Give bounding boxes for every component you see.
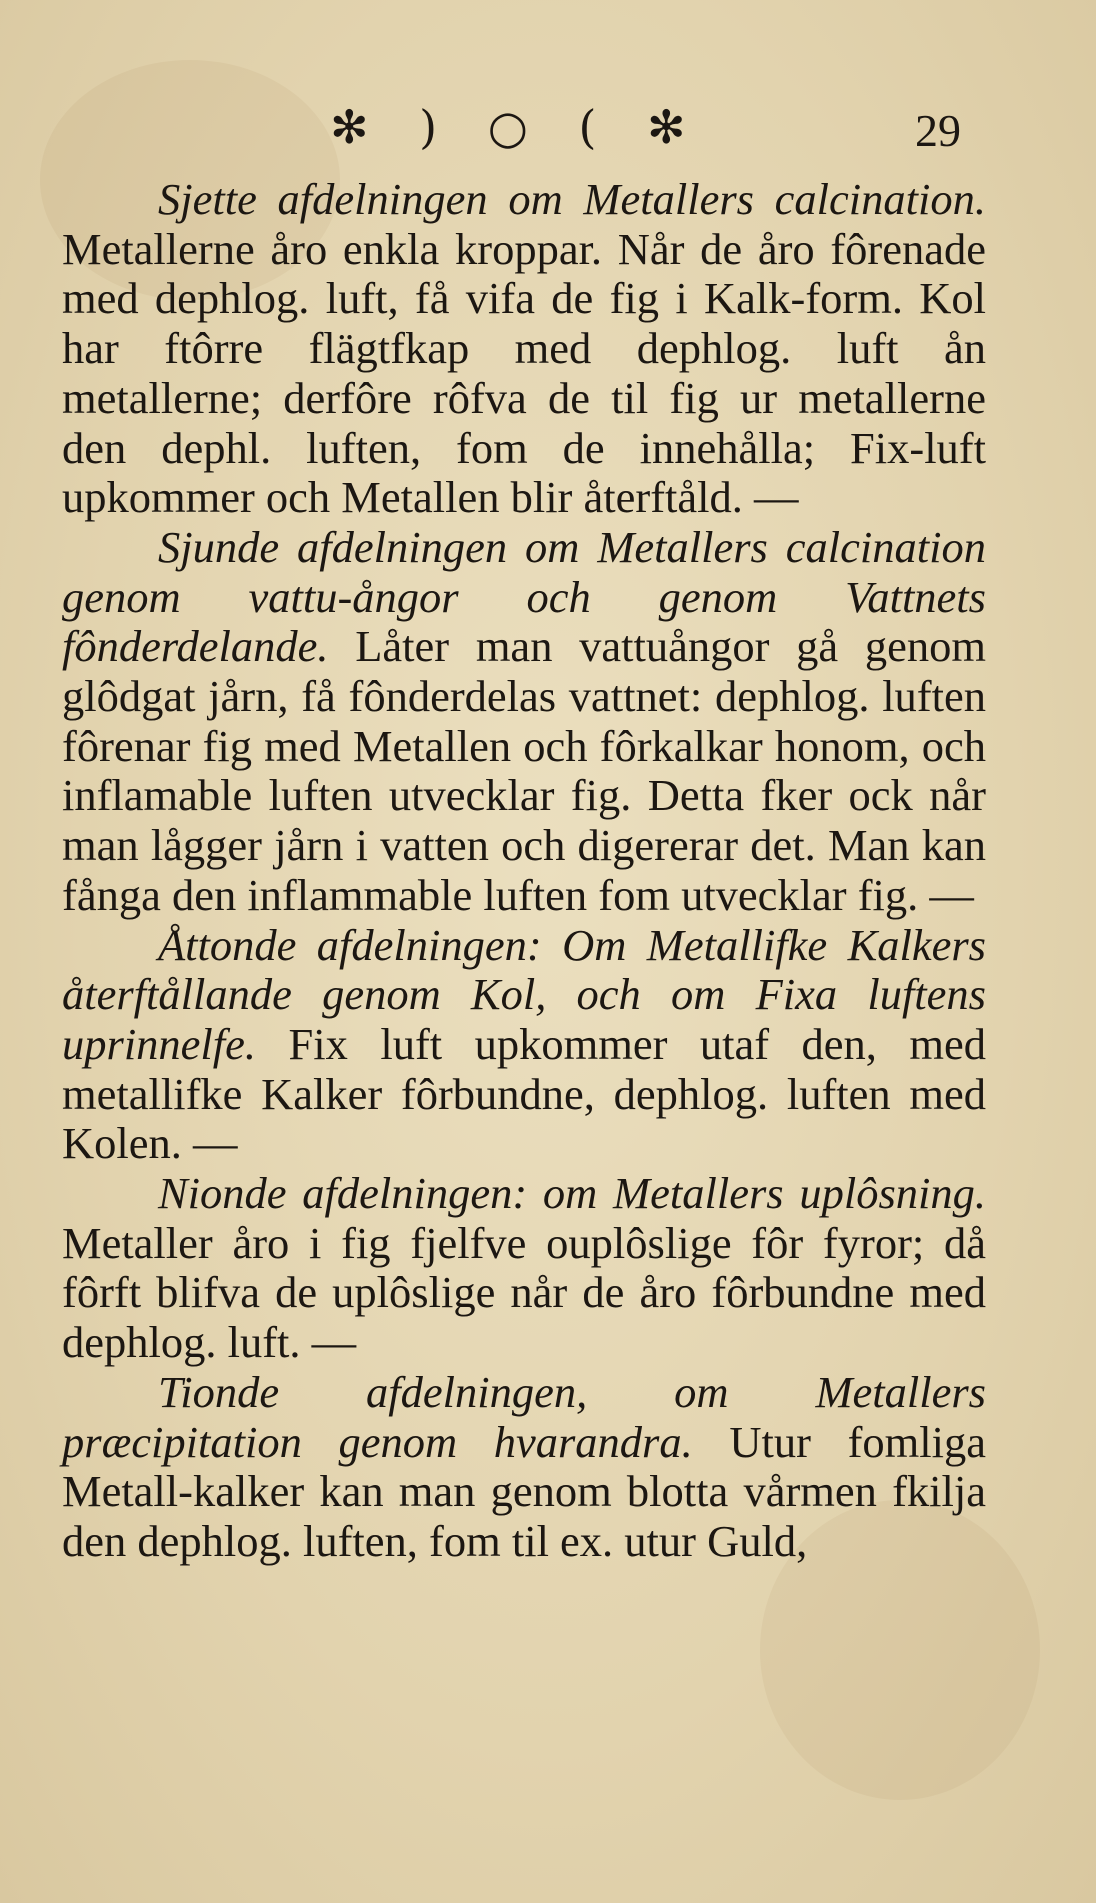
section-heading: Tionde afdelningen, om Metallers præcipitation genom hvarandra. [62,1366,986,1467]
paragraph-text: Metallerne åro enkla kroppar. Når de åro fôrenade med dephlog. luft, få vifa de fig i Kalk-form. Kol har ftôrre flägtfkap med dephlog. luft ån metallerne; derfôre rôfva de til fig ur metallerne den dephl. luften, fom de innehålla; Fix-luft upkommer och Metallen blir återftåld. — [62,223,986,523]
section-heading: Sjette afdelningen om Metallers calcination. [158,174,986,224]
paragraph-text: Låter man vattuångor gå genom glôdgat jårn, få fônderdelas vattnet: dephlog. luften fôrenar fig med Metallen och fôrkalkar honom, och inflamable luften utvecklar fig. Detta fker ock når man lågger jårn i vatten och digererar det. Man kan fånga den inflammable luften fom utvecklar fig. — [62,621,986,920]
section-heading: Sjunde afdelningen om Metallers calcination genom vattu-ångor och genom Vattnets fônderdelande. [62,521,986,672]
paragraph [62,1368,986,1567]
header-ornament: ✻ ) ○ ( ✻ [330,100,704,154]
section-heading: Nionde afdelningen: om Metallers uplôsning. [158,1168,986,1219]
paragraph [62,1169,986,1368]
running-header [0,100,1096,160]
paragraph [62,523,986,921]
paragraph-text: Fix luft upkommer utaf den, med metallifke Kalker fôrbundne, dephlog. luften med Kolen. — [62,1018,986,1169]
body-text [62,175,986,1567]
page-number: 29 [915,105,961,156]
paragraph [62,921,986,1170]
paragraph-text: Utur fomliga Metall-kalker kan man genom blotta vårmen fkilja den dephlog. luften, fom til ex. utur Guld, [62,1416,987,1566]
paragraph [62,175,986,523]
section-heading: Åttonde afdelningen: Om Metallifke Kalkers återftållande genom Kol, och om Fixa luftens uprinnelfe. [62,919,986,1069]
paragraph-text: Metaller åro i fig fjelfve ouplôslige fôr fyror; då fôrft blifva de uplôslige når de åro fôrbundne med dephlog. luft. — [62,1217,986,1368]
